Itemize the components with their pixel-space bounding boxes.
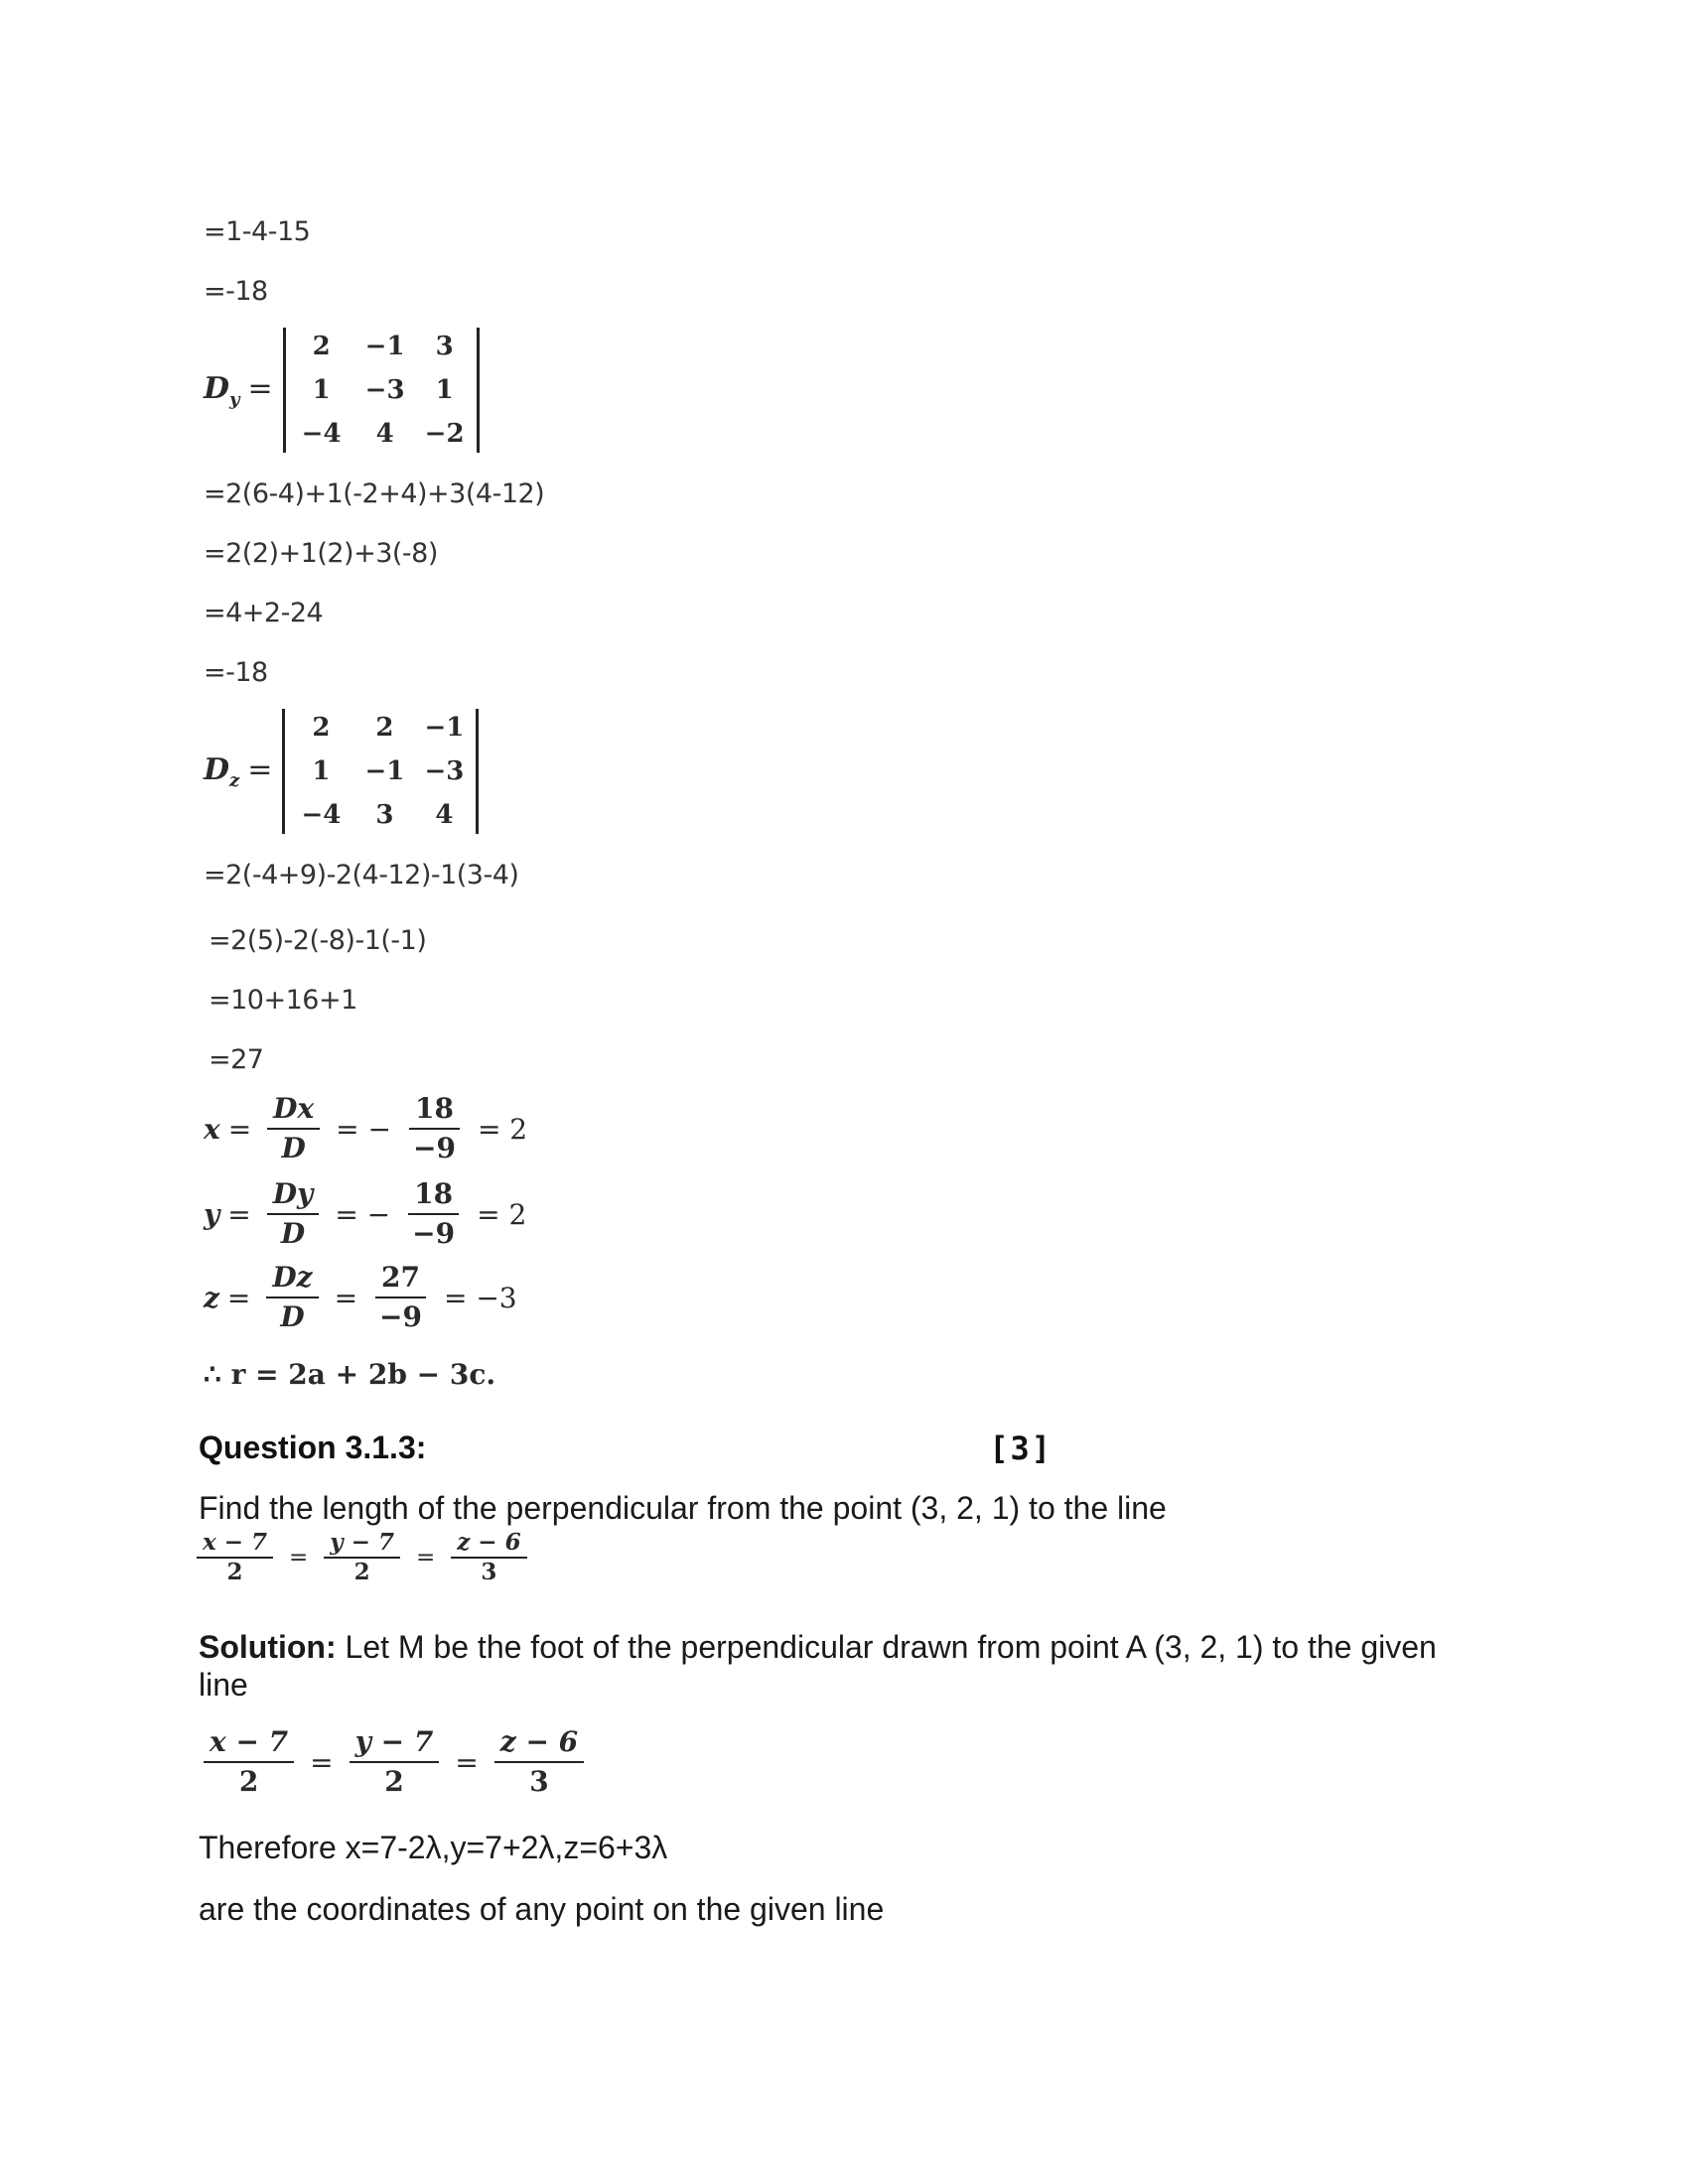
numerator: Dz: [266, 1259, 318, 1298]
matrix-cell: 1: [312, 375, 331, 405]
matrix-cell: 2: [312, 713, 331, 743]
dy-step-4: =-18: [204, 657, 268, 688]
result: = −3: [443, 1281, 517, 1314]
numerator: 18: [409, 1090, 460, 1130]
dz-label: $D_z$ =: [204, 751, 273, 791]
question-text: Find the length of the perpendicular from the point (3, 2, 1) to the line: [199, 1490, 1167, 1526]
denominator: −9: [412, 1132, 456, 1164]
fraction: [451, 1529, 526, 1586]
variable: z: [204, 1281, 219, 1314]
conclusion: [204, 1358, 495, 1391]
equals-sign: =: [226, 1281, 251, 1314]
numerator: 18: [408, 1175, 459, 1215]
dz-step-3: =10+16+1: [209, 985, 357, 1016]
denominator: D: [281, 1132, 306, 1164]
matrix-cell: −3: [364, 375, 405, 405]
numerator: Dx: [267, 1090, 320, 1130]
numerator: y − 7: [324, 1529, 400, 1559]
coordinates-note: are the coordinates of any point on the given line: [199, 1891, 885, 1927]
denominator: −9: [379, 1300, 422, 1333]
fraction: [267, 1175, 320, 1253]
dx-step-1: =1-4-15: [204, 216, 311, 247]
dz-step-4: =27: [209, 1044, 264, 1075]
dy-label: $D_y$ =: [204, 370, 273, 410]
fraction: [267, 1090, 320, 1167]
dz-step-2: =2(5)-2(-8)-1(-1): [209, 925, 427, 956]
equals-sign: =: [289, 1545, 309, 1570]
solution-intro: [199, 1628, 1489, 1704]
dz-matrix: [282, 709, 479, 834]
numerator: z − 6: [494, 1723, 584, 1763]
matrix-cell: −4: [301, 419, 342, 449]
matrix-cell: 2: [312, 332, 331, 361]
solution-y: [204, 1175, 534, 1253]
matrix-cell: 3: [375, 800, 394, 830]
question-line-equation: [197, 1529, 535, 1586]
equals-sign: = −: [336, 1112, 391, 1146]
denominator: 2: [238, 1765, 259, 1798]
denominator: 3: [529, 1765, 549, 1798]
solution-label: Solution:: [199, 1629, 337, 1665]
solution-z: [204, 1259, 525, 1336]
matrix-cell: 1: [435, 375, 454, 405]
fraction: [204, 1723, 294, 1801]
fraction: [406, 1175, 461, 1253]
equals-sign: =: [455, 1745, 479, 1779]
denominator: 3: [481, 1559, 497, 1585]
equals-sign: = −: [335, 1197, 391, 1231]
dy-matrix: [283, 328, 480, 453]
conclusion-text: ∴ r = 2a + 2b − 3c.: [204, 1358, 496, 1391]
solution-text: Let M be the foot of the perpendicular drawn from point A (3, 2, 1) to the given: [336, 1629, 1437, 1665]
equals-sign: =: [334, 1281, 358, 1314]
numerator: Dy: [267, 1175, 320, 1215]
dy-determinant: [204, 328, 480, 453]
numerator: x − 7: [197, 1529, 273, 1559]
denominator: 2: [226, 1559, 243, 1585]
fraction: [494, 1723, 584, 1801]
fraction: [266, 1259, 318, 1336]
matrix-cell: 1: [312, 756, 331, 786]
matrix-cell: 3: [435, 332, 454, 361]
matrix-cell: 4: [375, 419, 394, 449]
fraction: [324, 1529, 400, 1586]
matrix-cell: −1: [424, 713, 465, 743]
fraction: [407, 1090, 462, 1167]
denominator: D: [280, 1217, 306, 1250]
dx-step-2: =-18: [204, 276, 268, 307]
variable: y: [204, 1197, 220, 1231]
equals-sign: =: [310, 1745, 334, 1779]
result: = 2: [477, 1112, 528, 1146]
matrix-cell: −1: [364, 332, 405, 361]
numerator: z − 6: [451, 1529, 526, 1559]
dy-step-2: =2(2)+1(2)+3(-8): [204, 538, 438, 569]
denominator: −9: [412, 1217, 456, 1250]
question-title: Question 3.1.3:: [199, 1430, 427, 1465]
denominator: 2: [353, 1559, 370, 1585]
question-header: [199, 1430, 1053, 1467]
solution-x: [204, 1090, 535, 1167]
solution-text-cont: line: [199, 1667, 248, 1703]
equals-sign: =: [227, 1197, 251, 1231]
result: = 2: [477, 1197, 527, 1231]
variable: x: [204, 1112, 220, 1146]
matrix-cell: 4: [435, 800, 454, 830]
matrix-cell: 2: [375, 713, 394, 743]
matrix-cell: −4: [301, 800, 342, 830]
parametric-coordinates: Therefore x=7-2λ,y=7+2λ,z=6+3λ: [199, 1830, 668, 1865]
equals-sign: =: [415, 1545, 436, 1570]
fraction: [373, 1259, 428, 1336]
equals-sign: =: [227, 1112, 252, 1146]
dy-step-3: =4+2-24: [204, 598, 324, 628]
numerator: y − 7: [350, 1723, 440, 1763]
dz-step-1: =2(-4+9)-2(4-12)-1(3-4): [204, 860, 519, 890]
dy-step-1: =2(6-4)+1(-2+4)+3(4-12): [204, 478, 545, 509]
question-marks: [3]: [989, 1430, 1053, 1467]
fraction: [197, 1529, 273, 1586]
matrix-cell: −2: [424, 419, 465, 449]
numerator: 27: [375, 1259, 426, 1298]
solution-line-equation: [204, 1723, 592, 1801]
denominator: 2: [384, 1765, 404, 1798]
dz-determinant: [204, 709, 479, 834]
fraction: [350, 1723, 440, 1801]
denominator: D: [280, 1300, 305, 1333]
matrix-cell: −3: [424, 756, 465, 786]
numerator: x − 7: [204, 1723, 294, 1763]
matrix-cell: −1: [364, 756, 405, 786]
